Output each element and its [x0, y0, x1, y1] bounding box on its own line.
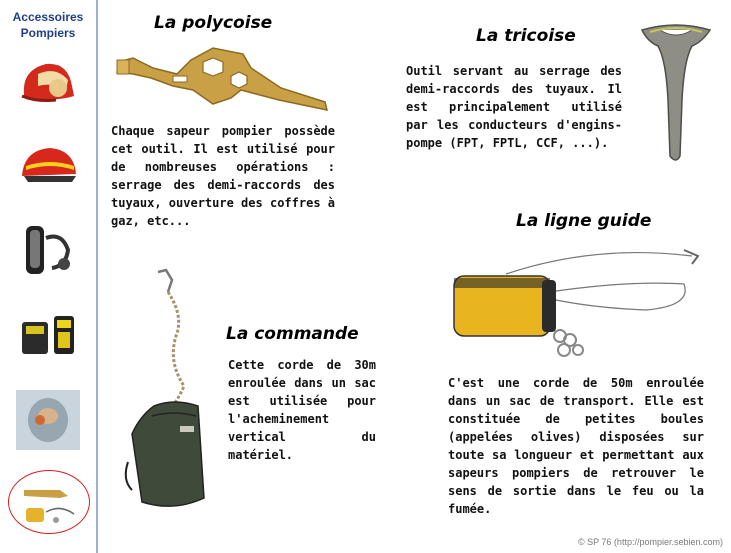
hood-icon [16, 390, 80, 450]
sidebar-item-detectors[interactable] [16, 306, 80, 366]
ligne-guide-image [446, 240, 708, 368]
polycoise-image [113, 38, 335, 118]
guide-line-bag-icon [446, 240, 708, 368]
commande-title: La commande [226, 324, 359, 344]
sidebar-title: Accessoires Pompiers [12, 10, 84, 40]
sidebar [0, 0, 98, 553]
sidebar-item-tools[interactable] [16, 474, 80, 534]
gas-detector-icon [16, 306, 80, 366]
sidebar-item-hood[interactable] [16, 390, 80, 450]
ligne-guide-title: La ligne guide [516, 211, 652, 231]
tricoise-title: La tricoise [476, 26, 576, 46]
ligne-guide-description: C'est une corde de 50m enroulée dans un sac de transport. Elle est constituée de petites boules (appelées olives) disposées sur toute sa longueur et permettant aux sapeurs pompiers de retrouver le sens de sortie dans le feu ou la fumée. [448, 376, 704, 516]
red-helmet-icon [16, 52, 80, 112]
footer-copyright: © SP 76 (http://pompier.sebien.com) [577, 537, 723, 547]
commande-image [118, 266, 218, 518]
sidebar-item-helmet-f1[interactable] [16, 52, 80, 112]
commande-description: Cette corde de 30m enroulée dans un sac est utilisée pour l'acheminement vertical du matériel. [228, 358, 376, 462]
tricoise-image [636, 20, 716, 168]
tricoise-tool-icon [636, 20, 716, 168]
polycoise-title: La polycoise [154, 13, 273, 33]
rope-bag-icon [118, 266, 218, 518]
helmet-icon [16, 136, 80, 196]
tricoise-description: Outil servant au serrage des demi-raccords des tuyaux. Il est principalement utilisé par les conducteurs d'engins-pompe (FPT, FPTL, CCF, ...). [406, 64, 622, 150]
polycoise-description: Chaque sapeur pompier possède cet outil. Il est utilisé pour de nombreuses opérations : serrage des demi-raccords des tuyaux, ouverture des coffres à gaz, etc... [111, 124, 335, 228]
sidebar-item-helmet-f2[interactable] [16, 136, 80, 196]
sidebar-item-breathing-apparatus[interactable] [16, 220, 80, 280]
tools-icon [16, 474, 80, 534]
polycoise-tool-icon [113, 38, 335, 118]
breathing-apparatus-icon [16, 220, 80, 280]
